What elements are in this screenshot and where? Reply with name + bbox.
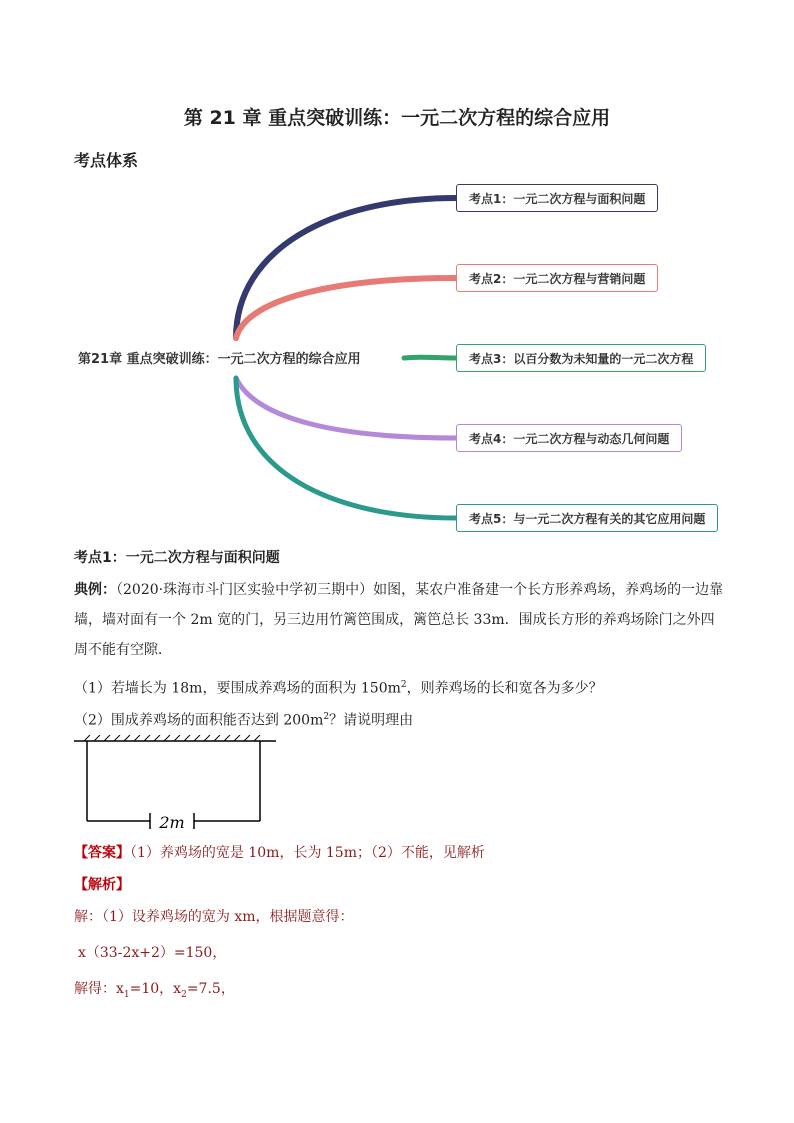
door-width-label: 2m	[159, 813, 185, 832]
question-1	[74, 670, 724, 704]
question-2-sup: 2	[323, 712, 330, 722]
example-paragraph	[74, 575, 724, 665]
sol3-b: =10，x	[129, 981, 182, 997]
question-2	[74, 702, 724, 736]
page-title: 第 21 章 重点突破训练：一元二次方程的综合应用	[183, 107, 611, 129]
solution-line-3	[74, 974, 724, 1010]
mind-map-node-4: 考点4：一元二次方程与动态几何问题	[456, 424, 682, 452]
branch-4	[236, 378, 456, 438]
mind-map-node-5: 考点5：与一元二次方程有关的其它应用问题	[456, 504, 718, 532]
question-1-text: （1）若墙长为 18m，要围成养鸡场的面积为 150m	[74, 680, 401, 697]
chicken-coop-figure	[70, 735, 290, 835]
sol3-c: =7.5，	[186, 981, 235, 997]
example-label: 典例：	[74, 582, 116, 598]
answer-text: （1）养鸡场的宽是 10m，长为 15m；（2）不能，见解析	[130, 845, 485, 861]
branch-1	[236, 198, 456, 338]
branch-5	[236, 378, 456, 518]
question-2-text: （2）围成养鸡场的面积能否达到 200m	[74, 712, 324, 729]
sol3-sub1: 1	[123, 989, 130, 1000]
point1-heading: 考点1：一元二次方程与面积问题	[74, 550, 280, 566]
question-2-end: ？请说明理由	[329, 712, 414, 729]
example-text: （2020·珠海市斗门区实验中学初三期中）如图，某农户准备建一个长方形养鸡场，养鸡场的一边靠墙，墙对面有一个 2m 宽的门，另三边用竹篱笆围成，篱笆总长 33m．围成长方形的养鸡场除门之外四周不能有空隙．	[74, 582, 724, 658]
mind-map-node-3: 考点3：以百分数为未知量的一元二次方程	[456, 344, 706, 372]
question-1-sup: 2	[400, 680, 407, 690]
analysis-label: 【解析】	[74, 877, 130, 893]
solution-line-1: 解：（1）设养鸡场的宽为 xm，根据题意得：	[74, 909, 354, 925]
answer-line	[74, 838, 724, 868]
answer-label: 【答案】	[74, 845, 130, 861]
section-heading: 考点体系	[74, 151, 139, 170]
mind-map-center: 第21章 重点突破训练：一元二次方程的综合应用	[78, 352, 361, 367]
solution-line-2: x（33-2x+2）=150，	[78, 945, 227, 961]
sol3-sub2: 2	[181, 989, 187, 1000]
branch-3	[404, 357, 456, 358]
sol3-a: 解得：x	[74, 981, 124, 997]
wall-hatching	[84, 735, 260, 741]
mind-map-node-2: 考点2：一元二次方程与营销问题	[456, 264, 658, 292]
branch-2	[236, 278, 456, 338]
question-1-end: ，则养鸡场的长和宽各为多少？	[406, 680, 603, 697]
mind-map-node-1: 考点1：一元二次方程与面积问题	[456, 184, 658, 212]
